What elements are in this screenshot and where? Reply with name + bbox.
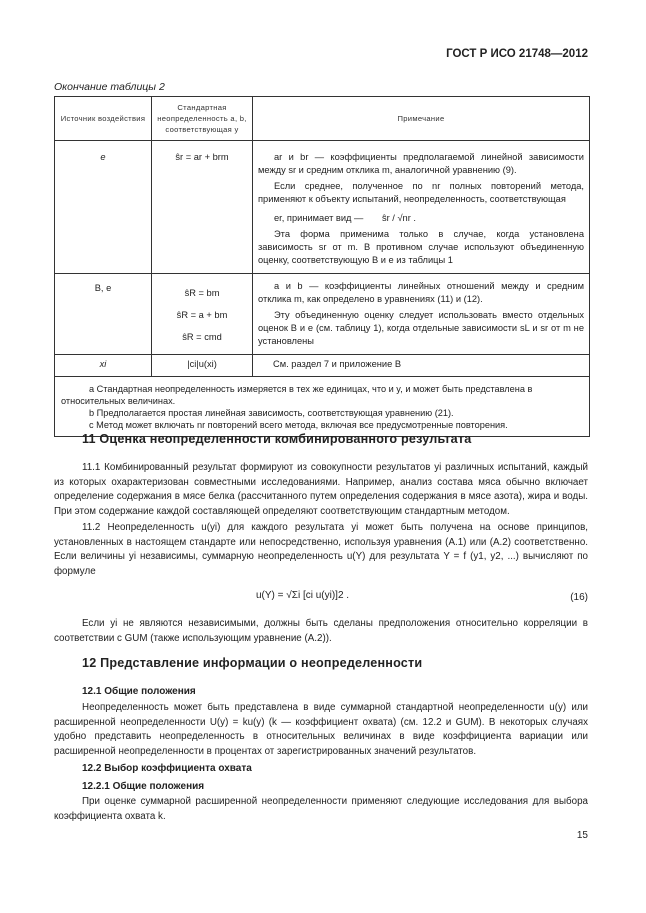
col-header-note: Примечание: [253, 97, 590, 141]
formula-16: u(Y) = √Σi [ci u(yi)]2 .: [256, 590, 350, 601]
cell-note: [253, 274, 590, 355]
paragraph-11-2: 11.2 Неопределенность u(yi) для каждого результата yi может быть получена на основе принципов, установленных в настоящем стандарте или непосредственно, используя уравнения (А.1) или (А.2) соответственно. Если величины yi независимы, суммарную неопределенность u(Y) для результата Y = f (y1, y2, ...) вычисляют по формуле: [54, 522, 588, 577]
equation-number: (16): [570, 592, 588, 603]
cell-note: См. раздел 7 и приложение В: [253, 355, 590, 377]
footnote-b: b Предполагается простая линейная зависимость, соответствующая уравнению (21).: [89, 408, 454, 418]
section-12-1-body: [54, 701, 588, 759]
table-row: [55, 355, 590, 377]
section-12-2-1-title: 12.2.1 Общие положения: [82, 781, 205, 792]
section-11-body: [54, 461, 588, 579]
note-text: a и b — коэффициенты линейных отношений между и средним отклика m, как определено в уравнениях (11) и (12).: [258, 281, 584, 304]
table-row: [55, 141, 590, 274]
section-11-title: 11 Оценка неопределенности комбинированного результата: [82, 432, 472, 446]
cell-source: xi: [55, 355, 152, 377]
footnote-a: a Стандартная неопределенность измеряется в тех же единицах, что и y, и может быть представлена в: [89, 384, 533, 394]
col-header-source: Источник воздействия: [55, 97, 152, 141]
paragraph-12-2-1: При оценке суммарной расширенной неопределенности применяют следующие исследования для выбора коэффициента охвата k.: [54, 796, 588, 822]
note-text: Эта форма применима только в случае, когда установлена зависимость sr от m. В противном случае используют объединенную оценку, соответствующую B и e из таблицы 1: [258, 229, 584, 265]
page-number: 15: [576, 830, 588, 841]
note-text: ar и br — коэффициенты предполагаемой линейной зависимости между sr и средним отклика m, аналогичной уравнению (9).: [258, 152, 584, 175]
paragraph-11-1: 11.1 Комбинированный результат формируют из совокупности результатов yi различных испытаний, каждый из которых охарактеризован совместными исследованиями. Например, анализ состава мяса обычно включает определение содержания в мясе белка (рассчитанного путем определения содержания в мясе азота), жира и воды. При этом содержание каждой составляющей определяют соответствующим стандартным методом.: [54, 462, 588, 517]
cell-source: B, e: [55, 274, 152, 355]
formula-2: ŝR = a + bm: [176, 310, 228, 320]
note-text: Если среднее, полученное по nr полных повторений метода, применяют к объекту испытаний, неопределенность, соответствующая er, принимает вид — ŝr / √nr .: [258, 181, 584, 223]
formula-1: ŝR = bm: [184, 288, 220, 298]
table-caption: Окончание таблицы 2: [54, 81, 165, 93]
cell-uncertainty: |ci|u(xi): [152, 355, 253, 377]
cell-uncertainty: ŝr = ar + brm: [152, 141, 253, 274]
section-12-2-title: 12.2 Выбор коэффициента охвата: [82, 763, 252, 774]
footnote-c: c Метод может включать nr повторений всего метода, включая все предусмотренные повторения.: [89, 420, 508, 430]
formula-3: ŝR = cmd: [182, 332, 222, 342]
section-12-title: 12 Представление информации о неопределенности: [82, 656, 423, 670]
document-id: ГОСТ Р ИСО 21748—2012: [446, 48, 588, 60]
paragraph-12-1: Неопределенность может быть представлена в виде суммарной стандартной неопределенности u(y) или расширенной неопределенности U(y) = ku(y) (k — коэффициент охвата) (см. 12.2 и GUM). В некоторых случаях удобно представить неопределенность в относительных величинах в виде коэффициента вариации или расширенной неопределенности в процентах от зарегистрированных значений результатов.: [54, 702, 588, 757]
cell-note: [253, 141, 590, 274]
footnotes-cell: [55, 377, 590, 437]
footnote-a-cont: относительных величинах.: [61, 396, 176, 406]
cell-source: e: [55, 141, 152, 274]
table-footnotes: [55, 377, 590, 437]
paragraph-11-3: Если yi не являются независимыми, должны быть сделаны предположения относительно корреляции в соответствии с GUM (также использующим уравнение (А.2)).: [54, 618, 588, 644]
section-12-1-title: 12.1 Общие положения: [82, 686, 196, 697]
cell-uncertainty: [152, 274, 253, 355]
uncertainty-table: [54, 96, 590, 437]
section-11-tail: [54, 617, 588, 646]
table-header-row: [55, 97, 590, 141]
table-row: [55, 274, 590, 355]
col-header-uncertainty: Стандартная неопределенность a, b, соответствующая y: [152, 97, 253, 141]
note-text: Эту объединенную оценку следует использовать вместо отдельных оценок B и e (см. таблицу 1), когда отдельные зависимости sL и sr от m не установлены: [258, 310, 584, 346]
section-12-2-1-body: [54, 795, 588, 824]
